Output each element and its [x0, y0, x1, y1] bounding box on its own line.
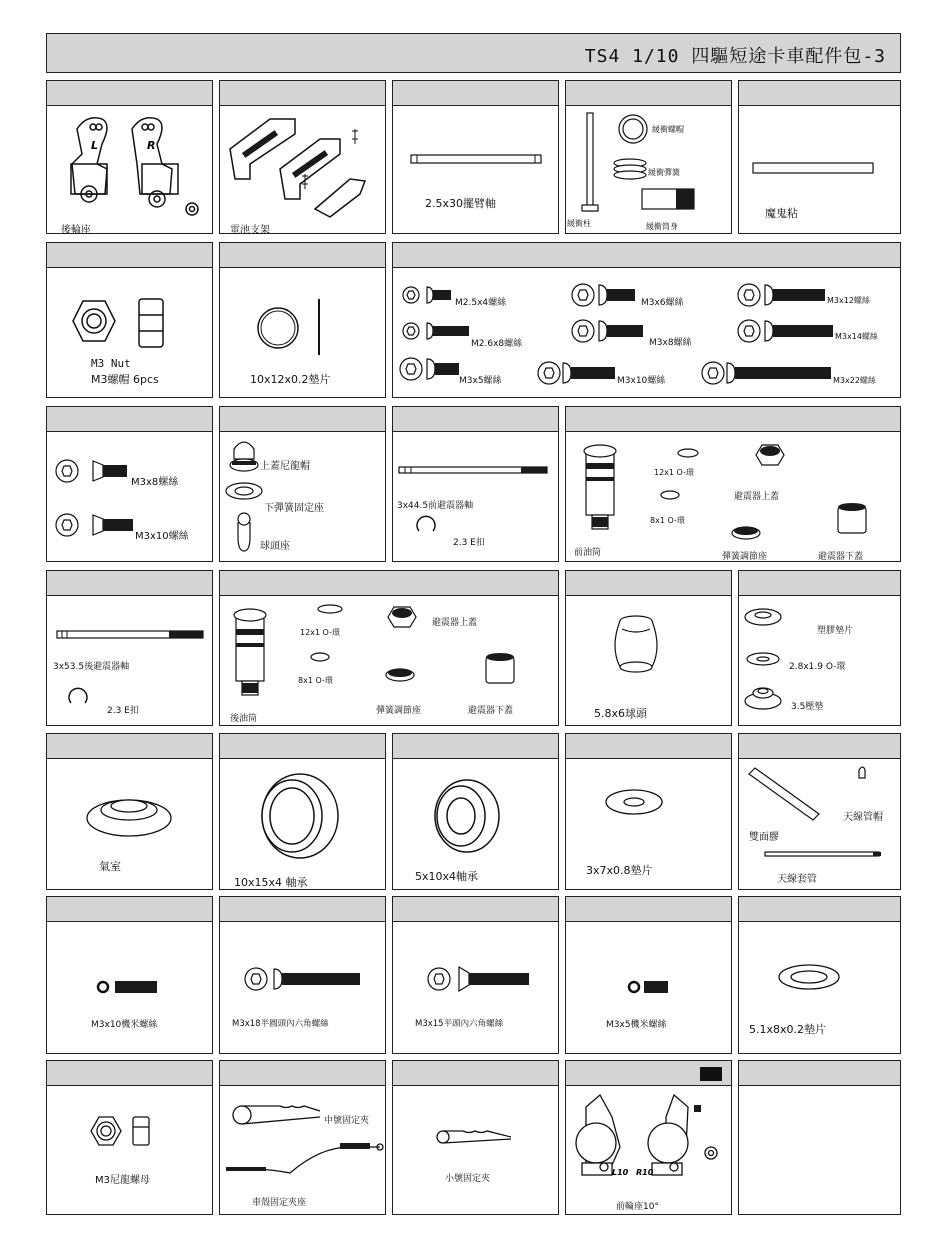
part-cell-velcro	[738, 80, 901, 234]
cell-header	[393, 243, 900, 268]
rear-shock-lower-cap-label: 避震器下蓋	[468, 706, 514, 716]
screw-label-m3x22: M3x22螺絲	[833, 376, 876, 385]
velcro-image	[739, 161, 899, 181]
cell-header	[47, 571, 212, 596]
buffer-sleeve-label: 緩衝筒身	[646, 222, 678, 231]
part-cell-set-screw-10	[46, 896, 213, 1054]
clips-medium-label: 中號固定夾	[324, 1116, 370, 1126]
cell-header	[47, 407, 212, 432]
clips-body-label: 車殼固定夾座	[252, 1198, 307, 1208]
cell-header	[47, 897, 212, 922]
part-cell-button-screw-18	[219, 896, 386, 1054]
antenna-tube-label: 天線套管	[777, 874, 817, 885]
cell-header	[220, 81, 385, 106]
set-screw-5-image	[566, 975, 726, 1005]
front-hub-right-mark: R10	[636, 1168, 654, 1177]
cell-header	[220, 407, 385, 432]
part-cell-empty	[738, 1060, 901, 1215]
cell-header	[393, 407, 558, 432]
bearing-5x10-label: 5x10x4軸承	[415, 870, 479, 883]
rear-shock-clip-label: 2.3 E扣	[107, 706, 139, 716]
air-chamber-image	[47, 778, 207, 858]
flat-screw-15-image	[393, 963, 553, 1003]
pads-plastic-label: 塑膠墊片	[817, 626, 854, 636]
ball-head-image	[566, 611, 726, 711]
front-shock-shaft-label: 3x44.5前避震器軸	[397, 501, 474, 511]
flat-screw-label-m3x8: M3x8螺絲	[131, 477, 179, 488]
part-cell-washer-5x8	[738, 896, 901, 1054]
washer-10x12-label: 10x12x0.2墊片	[250, 373, 331, 386]
part-cell-shock-top	[219, 406, 386, 562]
battery-holder-label: 電池支架	[230, 225, 270, 236]
buffer-nut-label: 緩衝螺帽	[652, 125, 684, 134]
screw-label-m3x12: M3x12螺絲	[827, 296, 870, 305]
cell-header	[566, 571, 731, 596]
set-screw-10-label: M3x10機米螺絲	[91, 1020, 158, 1030]
part-cell-pads	[738, 570, 901, 726]
front-hub-left-mark: L10	[612, 1168, 629, 1177]
washer-3x7-label: 3x7x0.8墊片	[586, 864, 653, 877]
part-cell-clips	[219, 1060, 386, 1215]
cell-header	[47, 1061, 212, 1086]
cell-header	[47, 243, 212, 268]
front-shock-lower-cap-label: 避震器下蓋	[818, 552, 864, 562]
front-shock-shaft-image	[393, 463, 553, 563]
rear-shock-oring8-label: 8x1 O-環	[298, 676, 333, 685]
cell-header	[47, 81, 212, 106]
part-cell-front-shock-shaft	[392, 406, 559, 562]
part-cell-washer-3x7	[565, 733, 732, 890]
cell-header	[220, 243, 385, 268]
cell-header	[739, 897, 900, 922]
button-screw-18-label: M3x18半圓頭內六角螺絲	[232, 1019, 329, 1029]
bearing-10x15-label: 10x15x4 軸承	[234, 876, 308, 889]
cell-header	[393, 734, 558, 759]
cell-header	[739, 571, 900, 596]
screw-label-m3x14: M3x14螺絲	[835, 332, 878, 341]
part-cell-swing-shaft	[392, 80, 559, 234]
rear-shock-shaft-label: 3x53.5後避震器軸	[53, 662, 130, 672]
part-cell-front-hub	[565, 1060, 732, 1215]
antenna-image	[739, 760, 899, 890]
part-cell-bearing-10x15	[219, 733, 386, 890]
small-clip-image	[393, 1121, 553, 1161]
screw-label-m3x10: M3x10螺絲	[617, 376, 666, 386]
front-hub-image	[566, 1087, 731, 1207]
cell-header	[220, 734, 385, 759]
cell-header	[739, 734, 900, 759]
swing-shaft-image	[393, 151, 553, 171]
button-screw-18-image	[220, 963, 380, 1003]
washer-5x8-label: 5.1x8x0.2墊片	[749, 1023, 827, 1036]
m3-nut-label-2: M3螺帽 6pcs	[91, 373, 159, 386]
part-cell-small-clip	[392, 1060, 559, 1215]
part-cell-front-shock	[565, 406, 901, 562]
front-shock-clip-label: 2.3 E扣	[453, 538, 485, 548]
pads-press-label: 3.5壓墊	[791, 702, 824, 712]
nylon-nut-image	[47, 1111, 207, 1161]
cell-header	[220, 1061, 385, 1086]
part-cell-battery-holder	[219, 80, 386, 234]
set-screw-10-image	[47, 975, 207, 1005]
antenna-tape-label: 雙面膠	[749, 832, 779, 843]
buffer-spring-label: 緩衝彈簧	[648, 168, 680, 177]
front-shock-spring-adj-label: 彈簧調節座	[722, 552, 768, 562]
part-cell-rear-shock	[219, 570, 559, 726]
cell-header	[220, 897, 385, 922]
cell-header	[566, 81, 731, 106]
battery-holder-image	[220, 109, 380, 219]
screw-label-m2-5x4: M2.5x4螺絲	[455, 298, 507, 308]
cell-header	[393, 1061, 558, 1086]
flat-screw-15-label: M3x15平頭內六角螺絲	[415, 1019, 504, 1029]
part-cell-ball-head	[565, 570, 732, 726]
part-cell-m3-nut	[46, 242, 213, 398]
front-shock-oring8-label: 8x1 O-環	[650, 516, 685, 525]
set-screw-5-label: M3x5機米螺絲	[606, 1020, 667, 1030]
rear-shock-shaft-image	[47, 627, 207, 737]
page-title-bar	[46, 33, 901, 73]
part-cell-air-chamber	[46, 733, 213, 890]
swing-shaft-label: 2.5x30擺臂軸	[425, 197, 497, 210]
washer-5x8-image	[739, 957, 899, 1017]
cell-header	[566, 407, 900, 432]
screw-label-m2-6x8: M2.6x8螺絲	[471, 339, 523, 349]
front-hub-label: 前輪座10°	[616, 1202, 659, 1212]
part-cell-buffer	[565, 80, 732, 234]
rear-hub-right-mark: R	[147, 139, 156, 152]
cell-header	[566, 734, 731, 759]
cell-header	[47, 734, 212, 759]
small-clip-label: 小號固定夾	[445, 1174, 491, 1184]
nylon-nut-label: M3尼龍螺母	[95, 1175, 150, 1186]
bearing-10x15-image	[220, 764, 380, 864]
bearing-5x10-image	[393, 770, 553, 870]
shock-top-ball-seat-label: 球頭座	[260, 541, 290, 552]
screw-label-m3x8: M3x8螺絲	[649, 338, 692, 348]
cell-header	[739, 81, 900, 106]
screw-label-m3x6: M3x6螺絲	[641, 298, 684, 308]
shock-top-cap-label: 上蓋尼龍帽	[260, 461, 310, 472]
shock-top-spring-seat-label: 下彈簧固定座	[264, 503, 324, 514]
part-cell-set-screw-5	[565, 896, 732, 1054]
flat-screw-label-m3x10: M3x10螺絲	[135, 531, 189, 542]
pads-oring-label: 2.8x1.9 O-環	[789, 662, 846, 672]
part-cell-rear-hub	[46, 80, 213, 234]
part-cell-screw-set	[392, 242, 901, 398]
rear-shock-upper-cap-label: 避震器上蓋	[432, 618, 478, 628]
front-shock-body-label: 前油筒	[574, 548, 602, 558]
front-shock-oring12-label: 12x1 O-環	[654, 468, 694, 477]
front-hub-black-tab	[700, 1067, 722, 1081]
part-cell-washer-10x12	[219, 242, 386, 398]
buffer-post-label: 緩衝柱	[567, 219, 591, 228]
rear-shock-spring-adj-label: 彈簧調節座	[376, 706, 422, 716]
rear-shock-oring12-label: 12x1 O-環	[300, 628, 340, 637]
screw-label-m3x5: M3x5螺絲	[459, 376, 502, 386]
rear-hub-left-mark: L	[91, 139, 99, 152]
velcro-label: 魔鬼粘	[765, 207, 798, 220]
rear-hub-label: 後輪座	[61, 225, 91, 236]
part-cell-bearing-5x10	[392, 733, 559, 890]
part-cell-flat-screws	[46, 406, 213, 562]
part-cell-rear-shock-shaft	[46, 570, 213, 726]
part-cell-antenna	[738, 733, 901, 890]
rear-hub-image	[47, 109, 207, 229]
page-title: TS4 1/10 四驅短途卡車配件包-3	[584, 46, 886, 67]
air-chamber-label: 氣室	[99, 860, 121, 873]
cell-header	[566, 897, 731, 922]
part-cell-flat-screw-15	[392, 896, 559, 1054]
washer-10x12-image	[220, 293, 380, 363]
m3-nut-label-1: M3 Nut	[91, 357, 131, 370]
cell-header	[220, 571, 558, 596]
cell-header	[393, 897, 558, 922]
antenna-cap-label: 天線管帽	[843, 812, 883, 823]
front-shock-upper-cap-label: 避震器上蓋	[734, 492, 780, 502]
cell-header	[393, 81, 558, 106]
ball-head-label: 5.8x6球頭	[594, 707, 648, 720]
rear-shock-body-label: 後油筒	[230, 714, 258, 724]
clips-image	[220, 1087, 390, 1197]
cell-header	[739, 1061, 900, 1086]
washer-3x7-image	[566, 782, 726, 842]
part-cell-nylon-nut	[46, 1060, 213, 1215]
